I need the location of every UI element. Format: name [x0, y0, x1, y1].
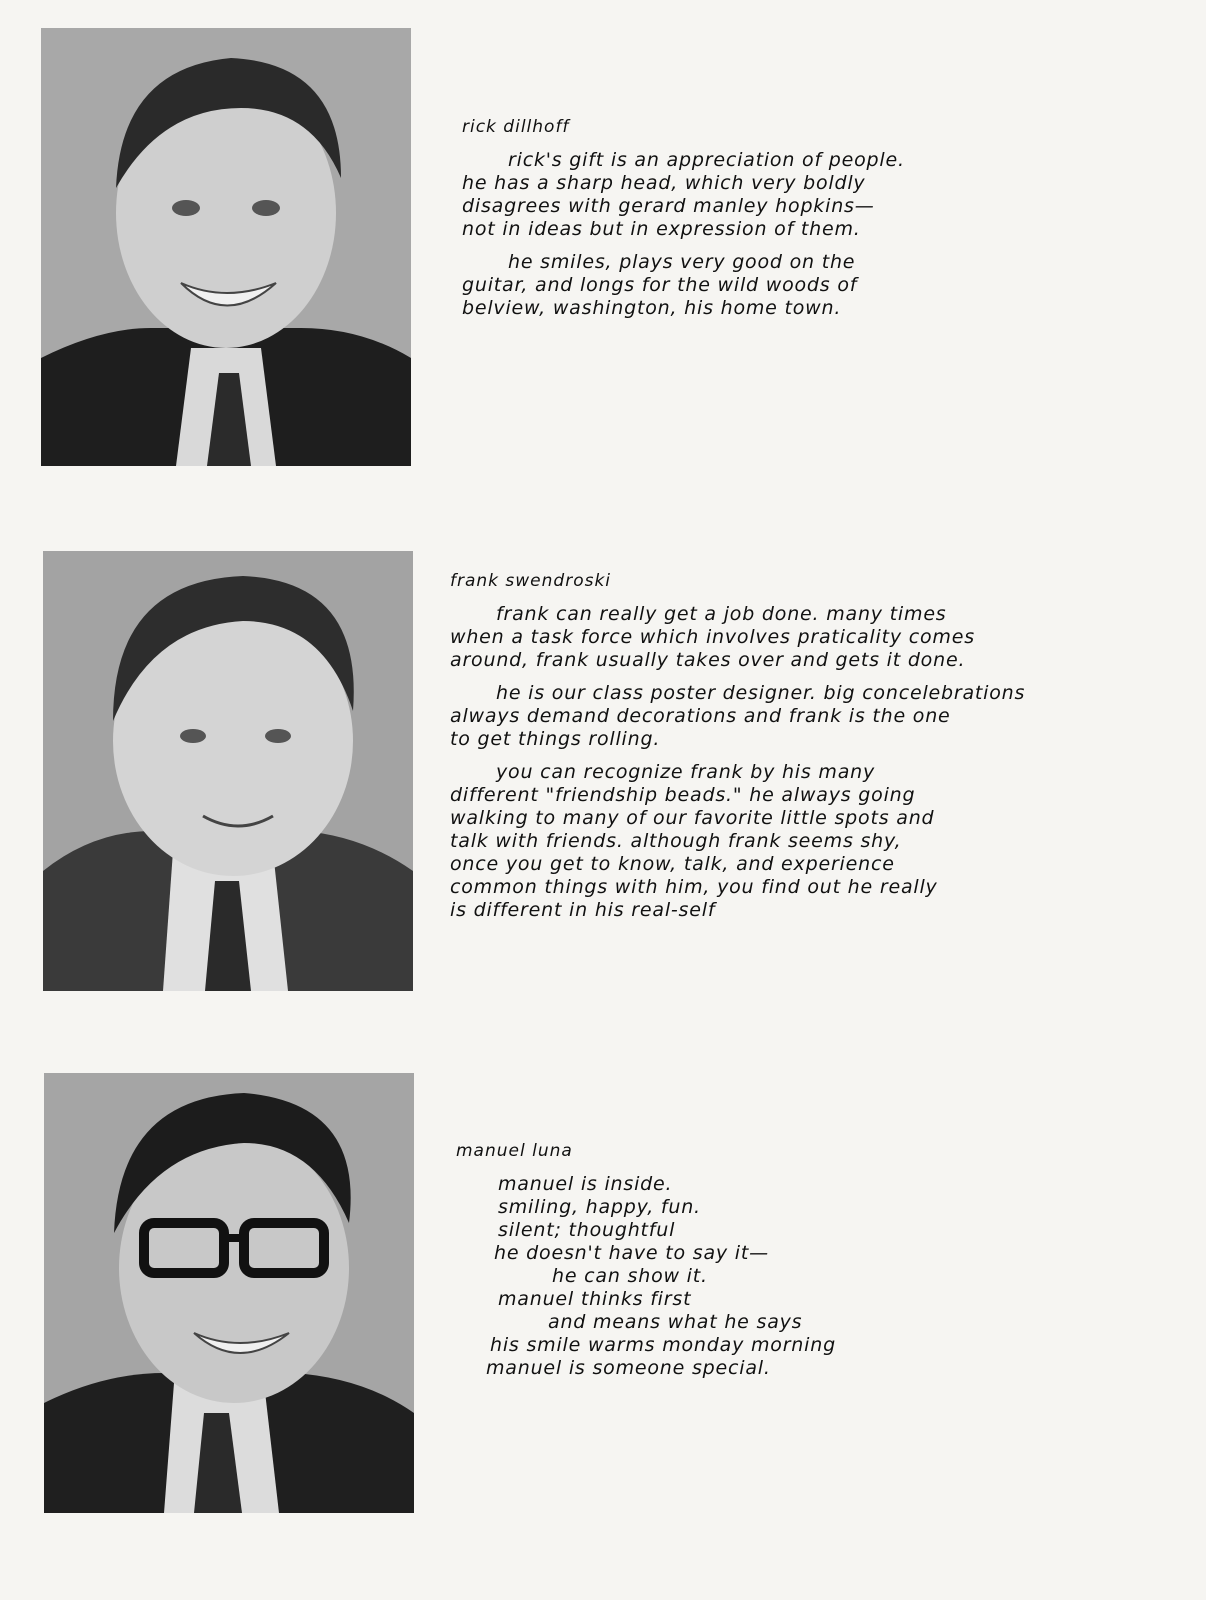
poem-line: silent; thoughtful [498, 1219, 676, 1241]
text-line: talk with friends. although frank seems shy, [450, 830, 902, 852]
text-line: different "friendship beads." he always going [450, 784, 916, 806]
poem-line: manuel is inside. [498, 1173, 673, 1195]
text-line: when a task force which involves praticality comes [450, 626, 975, 648]
text-line: to get things rolling. [450, 728, 661, 750]
text-line: he smiles, plays very good on the [508, 251, 856, 273]
text-line: disagrees with gerard manley hopkins— [462, 195, 875, 217]
text-line: around, frank usually takes over and gets it done. [450, 649, 966, 671]
entry-manuel-luna [456, 1140, 956, 1380]
portrait-photo-rick [41, 28, 411, 466]
text-line: he is our class poster designer. big concelebrations [496, 682, 1026, 704]
text-line: guitar, and longs for the wild woods of [462, 274, 858, 296]
poem-line: manuel thinks first [498, 1288, 692, 1310]
text-line: frank can really get a job done. many times [496, 603, 947, 625]
portrait-photo-frank [43, 551, 413, 991]
poem-line: he can show it. [552, 1265, 708, 1287]
entry-rick-dillhoff [462, 116, 992, 330]
poem-line: manuel is someone special. [486, 1357, 771, 1379]
text-line: always demand decorations and frank is the one [450, 705, 951, 727]
text-line: common things with him, you find out he really [450, 876, 938, 898]
student-name: frank swendroski [450, 571, 612, 591]
student-name: rick dillhoff [462, 117, 570, 137]
text-line: you can recognize frank by his many [496, 761, 876, 783]
text-line: walking to many of our favorite little spots and [450, 807, 935, 829]
text-line: once you get to know, talk, and experience [450, 853, 895, 875]
poem-line: and means what he says [548, 1311, 803, 1333]
text-line: belview, washington, his home town. [462, 297, 842, 319]
student-name: manuel luna [456, 1141, 573, 1161]
text-line: he has a sharp head, which very boldly [462, 172, 866, 194]
entry-frank-swendroski [450, 570, 1130, 932]
text-line: is different in his real-self [450, 899, 716, 921]
portrait-photo-manuel [44, 1073, 414, 1513]
text-line: not in ideas but in expression of them. [462, 218, 861, 240]
text-line: rick's gift is an appreciation of people. [508, 149, 905, 171]
poem-line: smiling, happy, fun. [498, 1196, 701, 1218]
poem-line: he doesn't have to say it— [494, 1242, 769, 1264]
poem-line: his smile warms monday morning [490, 1334, 836, 1356]
